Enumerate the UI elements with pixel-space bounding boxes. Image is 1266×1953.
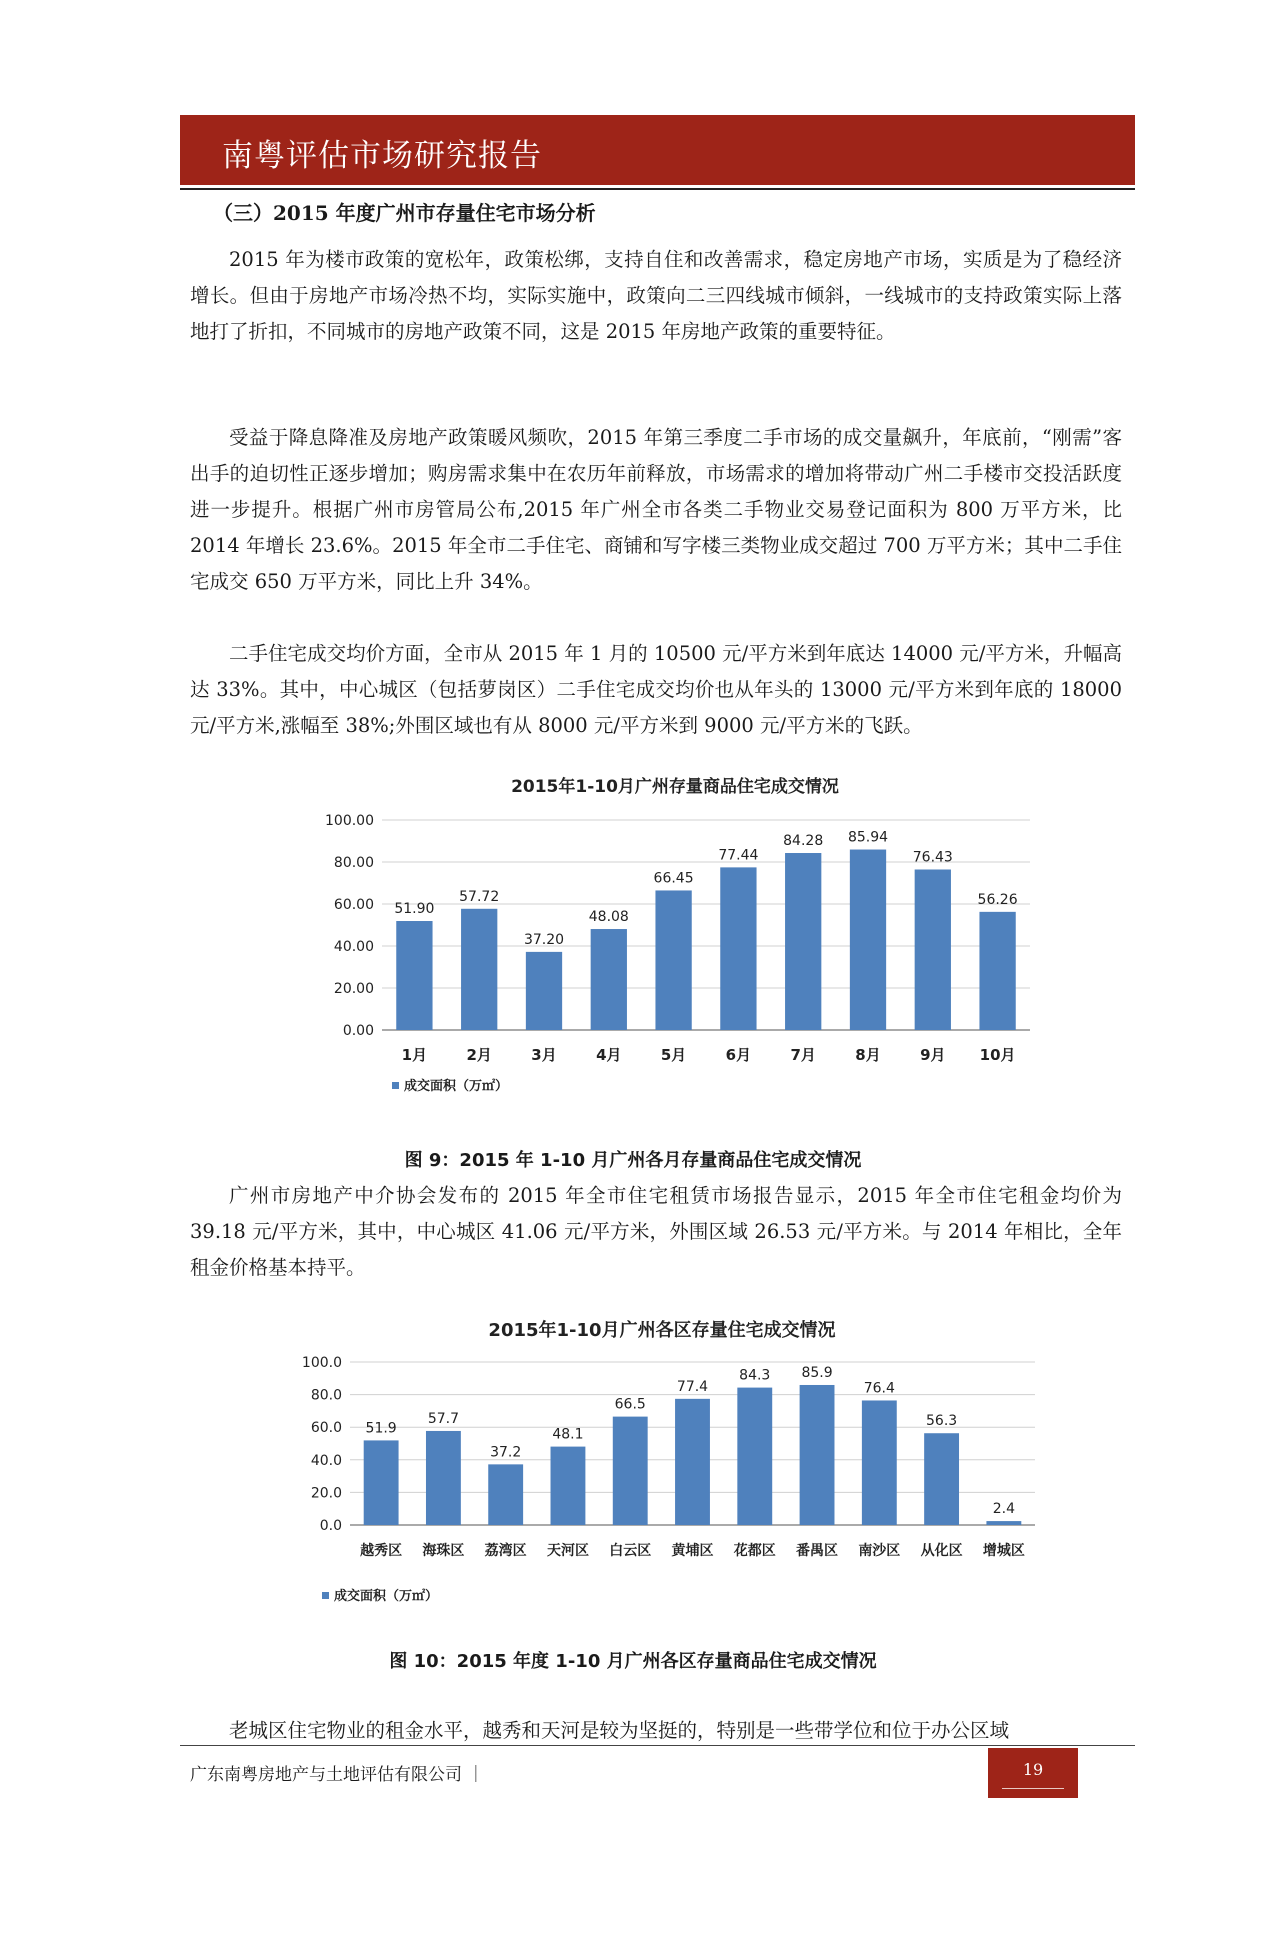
x-tick-label: 6月 bbox=[725, 1046, 752, 1064]
bar bbox=[675, 1399, 710, 1525]
y-tick-label: 40.0 bbox=[310, 1452, 342, 1469]
paragraph-secondhand-volume: 受益于降息降准及房地产政策暖风频吹，2015 年第三季度二手市场的成交量飙升，年底前，“刚需”客出手的迫切性正逐步增加；购房需求集中在农历年前释放，市场需求的增加将带动广州二手楼市交投活跃度进一步提升。根据广州市房管局公布,2015 年广州全市各类二手物业交易登记面积为 800 万平方米，比 2014 年增长 23.6%。2015 年全市二手住宅、商铺和写字楼三类物业成交超过 700 万平方米；其中二手住宅成交 650 万平方米，同比上升 34%。 bbox=[190, 426, 1122, 593]
data-label: 57.72 bbox=[459, 888, 500, 905]
footer-company: 广东南粤房地产与土地评估有限公司 ｜ bbox=[190, 1765, 485, 1785]
bar bbox=[737, 1388, 772, 1525]
y-tick-label: 20.0 bbox=[310, 1485, 342, 1502]
x-tick-label: 2月 bbox=[466, 1046, 492, 1064]
y-tick-label: 80.0 bbox=[310, 1387, 342, 1404]
bar bbox=[426, 1431, 461, 1525]
bar bbox=[526, 952, 562, 1030]
data-label: 85.94 bbox=[847, 829, 889, 846]
bar bbox=[924, 1433, 959, 1525]
data-label: 57.7 bbox=[427, 1410, 459, 1427]
page-number: 19 bbox=[988, 1748, 1078, 1798]
paragraph-rental: 广州市房地产中介协会发布的 2015 年全市住宅租赁市场报告显示，2015 年全市住宅租金均价为 39.18 元/平方米，其中，中心城区 41.06 元/平方米，外围区域 26.53 元/平方米。与 2014 年相比，全年租金价格基本持平。 bbox=[190, 1184, 1122, 1279]
x-tick-label: 白云区 bbox=[609, 1543, 652, 1559]
bar bbox=[785, 853, 821, 1030]
paragraph-policy: 2015 年为楼市政策的宽松年，政策松绑，支持自住和改善需求，稳定房地产市场，实质是为了稳经济增长。但由于房地产市场冷热不均，实际实施中，政策向二三四线城市倾斜，一线城市的支持政策实际上落地打了折扣，不同城市的房地产政策不同，这是 2015 年房地产政策的重要特征。 bbox=[190, 248, 1122, 343]
x-tick-label: 10月 bbox=[979, 1046, 1016, 1064]
legend-label: 成交面积（万㎡） bbox=[334, 1589, 439, 1604]
data-label: 48.1 bbox=[552, 1426, 584, 1443]
data-label: 76.4 bbox=[863, 1380, 895, 1397]
bar bbox=[915, 869, 951, 1030]
header-divider bbox=[180, 188, 1135, 190]
x-tick-label: 3月 bbox=[531, 1046, 557, 1064]
legend-swatch bbox=[322, 1592, 329, 1599]
bar bbox=[613, 1417, 648, 1525]
bar bbox=[986, 1521, 1021, 1525]
bar bbox=[720, 867, 756, 1030]
bar bbox=[862, 1400, 897, 1525]
y-tick-label: 20.00 bbox=[333, 981, 374, 997]
chart-title: 2015年1-10月广州存量商品住宅成交情况 bbox=[511, 777, 839, 797]
x-tick-label: 7月 bbox=[790, 1046, 816, 1064]
x-tick-label: 增城区 bbox=[982, 1543, 1025, 1559]
y-tick-label: 60.00 bbox=[333, 897, 374, 913]
bar bbox=[488, 1464, 523, 1525]
bar bbox=[551, 1447, 586, 1525]
section-title: （三）2015 年度广州市存量住宅市场分析 bbox=[213, 201, 596, 225]
bar bbox=[800, 1385, 835, 1525]
x-tick-label: 4月 bbox=[596, 1046, 622, 1064]
y-tick-label: 40.00 bbox=[333, 939, 374, 955]
figure-10-caption: 图 10：2015 年度 1-10 月广州各区存量商品住宅成交情况 bbox=[389, 1651, 877, 1672]
x-tick-label: 荔湾区 bbox=[484, 1543, 527, 1559]
data-label: 77.4 bbox=[676, 1378, 709, 1395]
figure-9-caption: 图 9：2015 年 1-10 月广州各月存量商品住宅成交情况 bbox=[404, 1150, 862, 1171]
data-label: 84.28 bbox=[783, 833, 824, 850]
data-label: 37.2 bbox=[490, 1444, 522, 1461]
x-tick-label: 越秀区 bbox=[360, 1543, 403, 1559]
bar bbox=[591, 929, 627, 1030]
x-tick-label: 天河区 bbox=[546, 1543, 589, 1559]
chart-monthly-transactions bbox=[300, 770, 1060, 1100]
legend-swatch bbox=[392, 1082, 399, 1089]
footer-divider bbox=[180, 1745, 1135, 1746]
data-label: 76.43 bbox=[912, 849, 953, 866]
paragraph-secondhand-price: 二手住宅成交均价方面，全市从 2015 年 1 月的 10500 元/平方米到年底达 14000 元/平方米，升幅高达 33%。其中，中心城区（包括萝岗区）二手住宅成交均价也从年头的 13000 元/平方米到年底的 18000 元/平方米,涨幅至 38%;外围区域也有从 8000 元/平方米到 9000 元/平方米的飞跃。 bbox=[190, 642, 1122, 737]
y-tick-label: 60.0 bbox=[310, 1420, 342, 1437]
data-label: 84.3 bbox=[739, 1367, 771, 1384]
data-label: 2.4 bbox=[992, 1501, 1015, 1518]
paragraph-old-district: 老城区住宅物业的租金水平，越秀和天河是较为坚挺的，特别是一些带学位和位于办公区域 bbox=[229, 1719, 1010, 1742]
data-label: 51.9 bbox=[365, 1420, 397, 1437]
y-tick-label: 0.0 bbox=[319, 1518, 342, 1534]
data-label: 77.44 bbox=[718, 847, 759, 864]
y-tick-label: 100.00 bbox=[325, 813, 374, 829]
data-label: 37.20 bbox=[523, 931, 565, 948]
chart-district-transactions bbox=[290, 1310, 1070, 1620]
y-tick-label: 100.0 bbox=[301, 1355, 342, 1371]
x-tick-label: 从化区 bbox=[920, 1543, 963, 1559]
chart-title: 2015年1-10月广州各区存量住宅成交情况 bbox=[488, 1320, 836, 1341]
data-label: 66.5 bbox=[614, 1396, 646, 1413]
y-tick-label: 0.00 bbox=[342, 1023, 374, 1039]
y-tick-label: 80.00 bbox=[333, 855, 374, 871]
bar bbox=[979, 912, 1015, 1030]
bar bbox=[850, 850, 886, 1030]
bar bbox=[655, 890, 691, 1030]
x-tick-label: 番禺区 bbox=[796, 1543, 839, 1559]
data-label: 85.9 bbox=[801, 1364, 833, 1381]
x-tick-label: 花都区 bbox=[733, 1543, 776, 1559]
bar bbox=[364, 1440, 399, 1525]
data-label: 66.45 bbox=[653, 870, 694, 887]
x-tick-label: 5月 bbox=[660, 1046, 687, 1064]
x-tick-label: 海珠区 bbox=[422, 1543, 465, 1559]
x-tick-label: 南沙区 bbox=[858, 1543, 901, 1559]
bar bbox=[396, 921, 432, 1030]
x-tick-label: 8月 bbox=[855, 1046, 881, 1064]
data-label: 48.08 bbox=[588, 909, 629, 926]
bar bbox=[461, 909, 497, 1030]
data-label: 56.3 bbox=[926, 1413, 958, 1430]
data-label: 56.26 bbox=[977, 891, 1018, 908]
legend-label: 成交面积（万㎡） bbox=[404, 1079, 509, 1094]
x-tick-label: 1月 bbox=[401, 1046, 428, 1064]
x-tick-label: 黄埔区 bbox=[671, 1543, 714, 1559]
report-title: 南粤评估市场研究报告 bbox=[222, 138, 542, 174]
data-label: 51.90 bbox=[394, 901, 435, 918]
x-tick-label: 9月 bbox=[920, 1046, 946, 1064]
